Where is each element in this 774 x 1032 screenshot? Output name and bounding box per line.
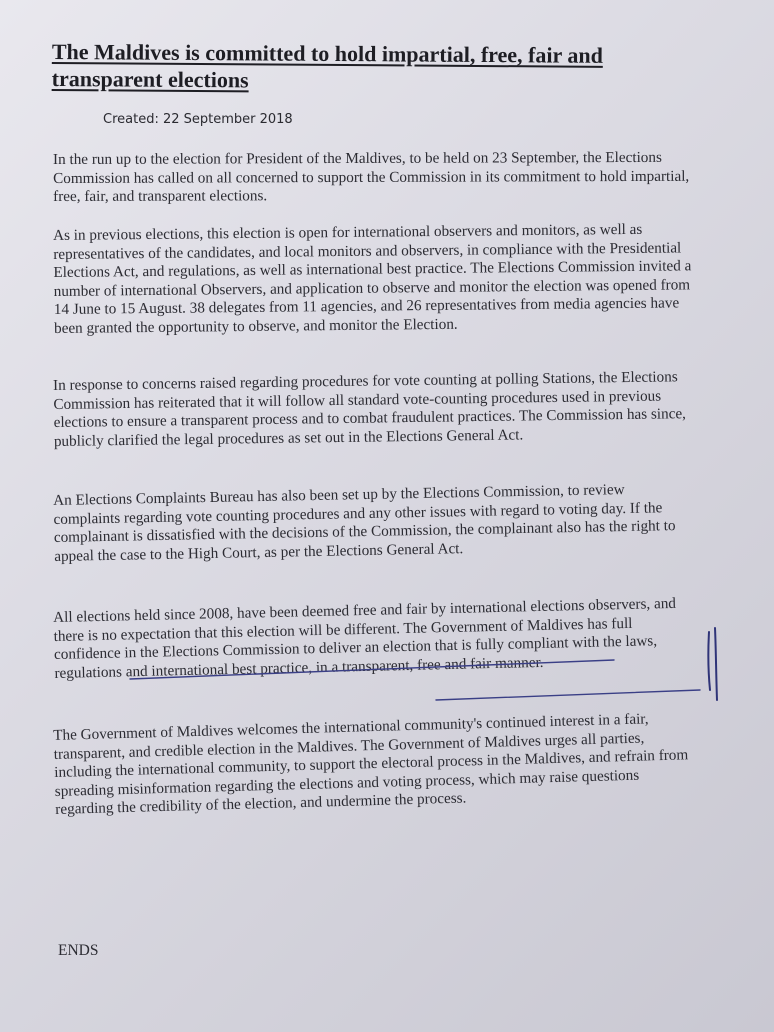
paragraph-2: As in previous elections, this election is open for international observers and monitors, as well as representatives of the candidates, and local monitors and observers, in compliance with the Presidential Elections Act, and regulations, as well as international best practice. The Elections Commission invited a number of international Observers, and application to observe and monitor the election was opened from 14 June to 15 August. 38 delegates from 11 agencies, and 26 representatives from media agencies have been granted the opportunity to observe, and monitor the Election. [53, 220, 692, 337]
created-date: Created: 22 September 2018 [103, 112, 293, 127]
pen-margin-bar-2 [715, 628, 717, 700]
paragraph-6: The Government of Maldives welcomes the international community's continued interest in a fair, transparent, and credible election in the Maldives. The Government of Maldives urges all parties, including the international community, to support the electoral process in the Maldives, and refrain from spreading misinformation regarding the elections and voting process, which may raise questions regarding the credibility of the election, and undermine the process. [53, 710, 689, 819]
paragraph-1: In the run up to the election for President of the Maldives, to be held on 23 September, the Elections Commission has called on all concerned to support the Commission in its commitment to hold impartial, free, fair, and transparent elections. [53, 148, 690, 206]
paragraph-4: An Elections Complaints Bureau has also been set up by the Elections Commission, to review complaints regarding vote counting procedures and any other issues with regard to voting day. If the complainant is dissatisfied with the decisions of the Commission, the complainant also has the right to appeal the case to the High Court, as per the Elections General Act. [53, 481, 676, 565]
pen-underline-2 [436, 690, 700, 700]
pen-margin-bar-1 [708, 632, 710, 690]
paragraph-3: In response to concerns raised regarding procedures for vote counting at polling Stations, the Elections Commission has reiterated that it will follow all standard vote-counting procedures used in previous elections to ensure a transparent process and to combat fraudulent practices. The Commission has since, publicly clarified the legal procedures as set out in the Elections General Act. [53, 368, 687, 450]
document-title: The Maldives is committed to hold impartial, free, fair and transparent elections [51, 38, 603, 93]
ends-marker: ENDS [58, 942, 99, 959]
paragraph-5: All elections held since 2008, have been deemed free and fair by international elections observers, and there is no expectation that this election will be different. The Government of Maldives has full confidence in the Elections Commission to deliver an election that is fully compliant with the laws, regulations and international best practice, in a transparent, free and fair manner. [53, 594, 677, 682]
